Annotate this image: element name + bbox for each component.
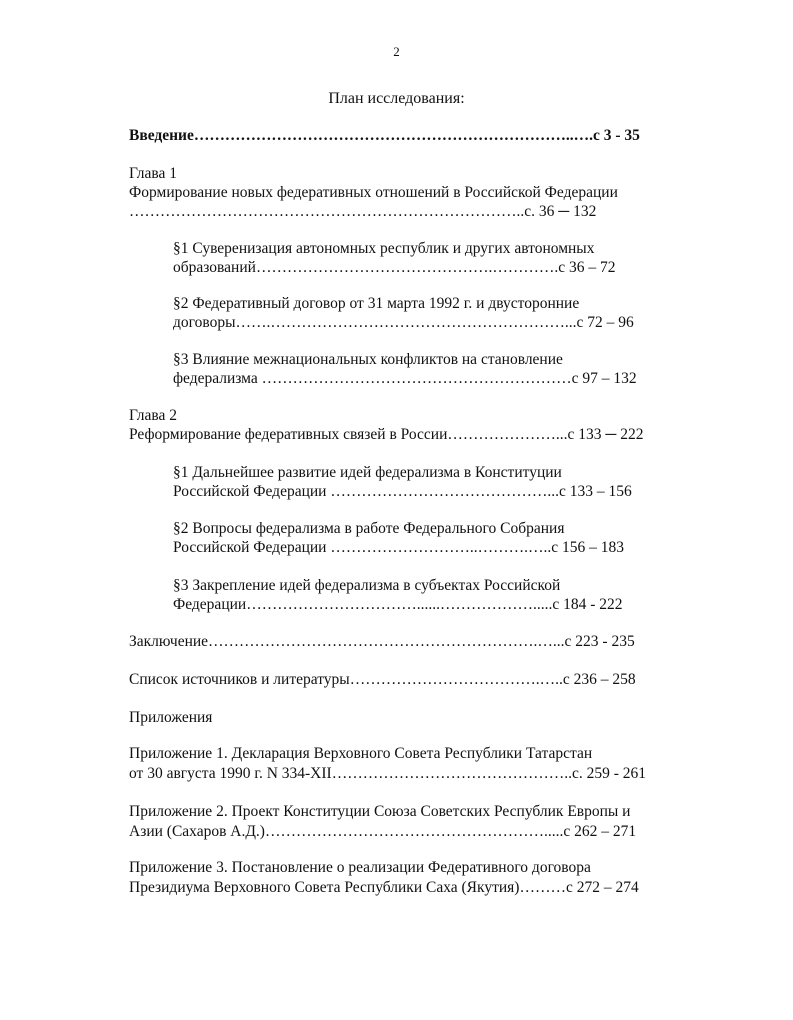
section-pages: с 156 – 183 (551, 539, 624, 556)
appendix-title-cont: от 30 августа 1990 г. N 334-XII (129, 765, 332, 782)
appendix-dots: ………………………………………………..... (264, 823, 564, 840)
section-pages: с 72 – 96 (576, 314, 634, 331)
appendix-pages: с. 259 - 261 (571, 765, 647, 782)
section-pages: с 133 – 156 (558, 483, 632, 500)
appendix-pages: с 272 – 274 (565, 879, 639, 896)
chapter1-dots: ………………………………………………………………….. (129, 203, 525, 220)
conclusion-label: Заключение (129, 633, 209, 650)
section-title: §2 Вопросы федерализма в работе Федерального Собрания (173, 520, 565, 537)
section-title-cont: образований (173, 259, 256, 276)
chapter2-leader (129, 425, 644, 445)
section-leader (173, 538, 624, 558)
chapter2-title: Реформирование федеративных связей в России (129, 426, 448, 443)
section-title-cont: Федерации (173, 596, 247, 613)
appendix-leader (129, 822, 636, 842)
section-title-cont: Российской Федерации (173, 483, 327, 500)
appendix-leader (129, 764, 646, 784)
section-dots: ……………………………......………………..... (246, 596, 553, 613)
section-title-cont: Российской Федерации (173, 539, 327, 556)
section-title-cont: договоры (173, 314, 236, 331)
appendix-title: Приложение 2. Проект Конституции Союза Советских Республик Европы и (129, 803, 631, 820)
chapter1-leader (129, 202, 596, 222)
section-leader (173, 595, 623, 615)
section-pages: с 184 - 222 (552, 596, 623, 613)
section-title: §3 Закрепление идей федерализма в субъектах Российской (173, 577, 561, 594)
sources-pages: с 236 – 258 (562, 671, 636, 688)
chapter2-dots: …………………... (447, 426, 568, 443)
intro-label: Введение (129, 127, 194, 144)
chapter2-heading: Глава 2 (129, 407, 178, 424)
section-title: §2 Федеративный договор от 31 марта 1992 г. и двусторонние (173, 295, 580, 312)
section-dots: ……………………………………... (326, 483, 559, 500)
section-dots: ……………………………………….…………. (255, 259, 559, 276)
appendix-title: Приложение 3. Постановление о реализации Федеративного договора (129, 859, 591, 876)
section-title: §1 Суверенизация автономных республик и других автономных (173, 240, 595, 257)
appendix-title-cont: Президиума Верховного Совета Республики Саха (Якутия) (129, 879, 520, 896)
chapter1-heading: Глава 1 (129, 165, 178, 182)
section-title-cont: федерализма (173, 370, 258, 387)
appendix-title: Приложение 1. Декларация Верховного Совета Республики Татарстан (129, 745, 593, 762)
section-leader (173, 482, 632, 502)
conclusion-pages: с 223 - 235 (564, 633, 635, 650)
section-leader (173, 369, 637, 389)
conclusion-line (129, 632, 635, 652)
section-title: §1 Дальнейшее развитие идей федерализма в Конституции (173, 464, 562, 481)
section-leader (173, 258, 615, 278)
appendix-dots: ……………………………………….. (331, 765, 572, 782)
section-dots: ………………………..……….….. (326, 539, 552, 556)
page-number: 2 (393, 44, 400, 59)
page-title: План исследования: (328, 90, 465, 107)
appendix-dots: ……… (519, 879, 566, 896)
sources-line (129, 670, 636, 690)
section-pages: с 97 – 132 (571, 370, 637, 387)
intro-pages: с 3 - 35 (592, 127, 640, 144)
appendix-pages: с 262 – 271 (563, 823, 637, 840)
chapter2-pages: с 133 ─ 222 (567, 426, 644, 443)
section-leader (173, 313, 634, 333)
chapter1-title: Формирование новых федеративных отношений в Российской Федерации (129, 184, 618, 201)
appendix-leader (129, 878, 639, 898)
sources-label: Список источников и литературы (129, 671, 350, 688)
sources-dots: ……………………………….….. (349, 671, 563, 688)
section-title: §3 Влияние межнациональных конфликтов на становление (173, 351, 563, 368)
intro-dots: ………………………………………………………………..…. (193, 127, 593, 144)
section-pages: с 36 – 72 (558, 259, 616, 276)
appendix-title-cont: Азии (Сахаров А.Д.) (129, 823, 265, 840)
chapter1-pages: с. 36 ─ 132 (524, 203, 597, 220)
intro-line (129, 126, 640, 146)
conclusion-dots: ……………………………………………………….…... (208, 633, 565, 650)
appendices-heading: Приложения (129, 709, 213, 726)
section-dots: …………………………………………………… (257, 370, 572, 387)
section-dots: …….…………………………………………………... (235, 314, 577, 331)
